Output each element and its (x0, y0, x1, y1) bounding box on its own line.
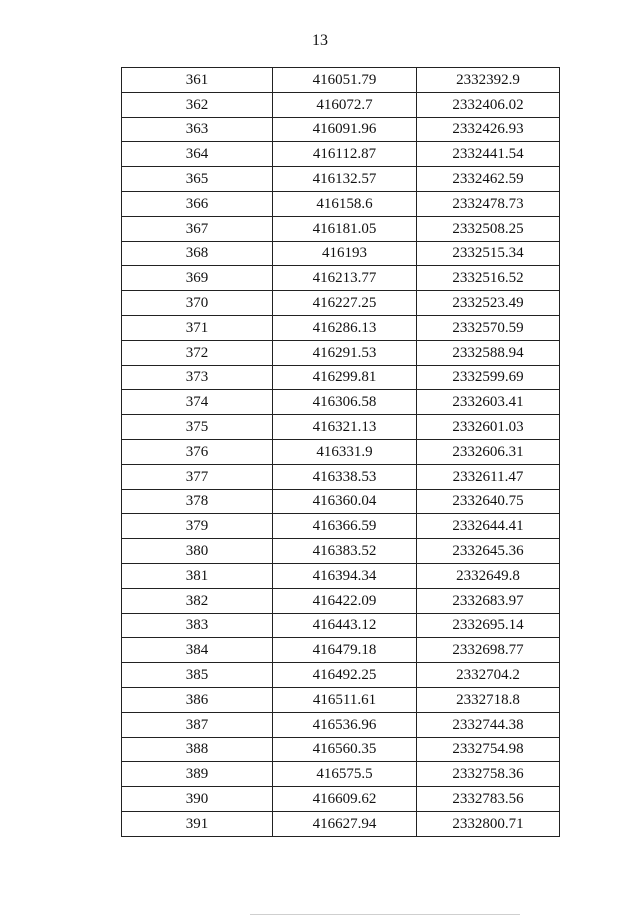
point-number-cell: 364 (122, 142, 273, 167)
point-number-cell: 381 (122, 563, 273, 588)
point-number-cell: 385 (122, 663, 273, 688)
x-coordinate-cell: 416560.35 (273, 737, 417, 762)
y-coordinate-cell: 2332718.8 (417, 687, 560, 712)
y-coordinate-cell: 2332392.9 (417, 68, 560, 93)
y-coordinate-cell: 2332426.93 (417, 117, 560, 142)
table-row (122, 266, 560, 291)
point-number-cell: 375 (122, 415, 273, 440)
y-coordinate-cell: 2332570.59 (417, 315, 560, 340)
y-coordinate-cell: 2332744.38 (417, 712, 560, 737)
point-number-cell: 379 (122, 514, 273, 539)
x-coordinate-cell: 416443.12 (273, 613, 417, 638)
y-coordinate-cell: 2332783.56 (417, 787, 560, 812)
table-row (122, 167, 560, 192)
y-coordinate-cell: 2332704.2 (417, 663, 560, 688)
table-row (122, 514, 560, 539)
x-coordinate-cell: 416338.53 (273, 464, 417, 489)
y-coordinate-cell: 2332508.25 (417, 216, 560, 241)
x-coordinate-cell: 416366.59 (273, 514, 417, 539)
point-number-cell: 362 (122, 92, 273, 117)
point-number-cell: 378 (122, 489, 273, 514)
point-number-cell: 373 (122, 365, 273, 390)
table-row (122, 638, 560, 663)
table-row (122, 117, 560, 142)
x-coordinate-cell: 416158.6 (273, 191, 417, 216)
table-row (122, 241, 560, 266)
table-row (122, 737, 560, 762)
x-coordinate-cell: 416321.13 (273, 415, 417, 440)
table-row (122, 613, 560, 638)
y-coordinate-cell: 2332588.94 (417, 340, 560, 365)
table-row (122, 216, 560, 241)
point-number-cell: 387 (122, 712, 273, 737)
x-coordinate-cell: 416286.13 (273, 315, 417, 340)
point-number-cell: 386 (122, 687, 273, 712)
x-coordinate-cell: 416181.05 (273, 216, 417, 241)
y-coordinate-cell: 2332603.41 (417, 390, 560, 415)
y-coordinate-cell: 2332695.14 (417, 613, 560, 638)
point-number-cell: 371 (122, 315, 273, 340)
x-coordinate-cell: 416193 (273, 241, 417, 266)
point-number-cell: 389 (122, 762, 273, 787)
table-row (122, 191, 560, 216)
y-coordinate-cell: 2332478.73 (417, 191, 560, 216)
x-coordinate-cell: 416422.09 (273, 588, 417, 613)
table-row (122, 315, 560, 340)
x-coordinate-cell: 416609.62 (273, 787, 417, 812)
point-number-cell: 388 (122, 737, 273, 762)
x-coordinate-cell: 416331.9 (273, 439, 417, 464)
table-row (122, 588, 560, 613)
y-coordinate-cell: 2332462.59 (417, 167, 560, 192)
table-row (122, 489, 560, 514)
coordinates-table-body (122, 68, 560, 837)
x-coordinate-cell: 416306.58 (273, 390, 417, 415)
point-number-cell: 384 (122, 638, 273, 663)
x-coordinate-cell: 416536.96 (273, 712, 417, 737)
table-row (122, 142, 560, 167)
table-row (122, 762, 560, 787)
y-coordinate-cell: 2332515.34 (417, 241, 560, 266)
table-row (122, 439, 560, 464)
x-coordinate-cell: 416383.52 (273, 539, 417, 564)
x-coordinate-cell: 416511.61 (273, 687, 417, 712)
point-number-cell: 363 (122, 117, 273, 142)
table-row (122, 687, 560, 712)
table-row (122, 68, 560, 93)
x-coordinate-cell: 416051.79 (273, 68, 417, 93)
x-coordinate-cell: 416394.34 (273, 563, 417, 588)
x-coordinate-cell: 416575.5 (273, 762, 417, 787)
x-coordinate-cell: 416492.25 (273, 663, 417, 688)
y-coordinate-cell: 2332599.69 (417, 365, 560, 390)
table-row (122, 464, 560, 489)
page-number: 13 (312, 32, 328, 49)
table-row (122, 787, 560, 812)
y-coordinate-cell: 2332523.49 (417, 291, 560, 316)
x-coordinate-cell: 416213.77 (273, 266, 417, 291)
table-row (122, 415, 560, 440)
table-row (122, 563, 560, 588)
y-coordinate-cell: 2332645.36 (417, 539, 560, 564)
y-coordinate-cell: 2332441.54 (417, 142, 560, 167)
point-number-cell: 382 (122, 588, 273, 613)
y-coordinate-cell: 2332406.02 (417, 92, 560, 117)
y-coordinate-cell: 2332754.98 (417, 737, 560, 762)
table-row (122, 712, 560, 737)
table-row (122, 539, 560, 564)
point-number-cell: 390 (122, 787, 273, 812)
table-row (122, 291, 560, 316)
y-coordinate-cell: 2332606.31 (417, 439, 560, 464)
x-coordinate-cell: 416072.7 (273, 92, 417, 117)
point-number-cell: 374 (122, 390, 273, 415)
coordinates-table-container (121, 67, 559, 837)
table-row (122, 390, 560, 415)
point-number-cell: 367 (122, 216, 273, 241)
table-row (122, 365, 560, 390)
x-coordinate-cell: 416112.87 (273, 142, 417, 167)
point-number-cell: 391 (122, 811, 273, 836)
x-coordinate-cell: 416091.96 (273, 117, 417, 142)
point-number-cell: 376 (122, 439, 273, 464)
y-coordinate-cell: 2332644.41 (417, 514, 560, 539)
scan-edge-line (250, 914, 520, 915)
point-number-cell: 377 (122, 464, 273, 489)
point-number-cell: 383 (122, 613, 273, 638)
y-coordinate-cell: 2332698.77 (417, 638, 560, 663)
table-row (122, 340, 560, 365)
x-coordinate-cell: 416227.25 (273, 291, 417, 316)
y-coordinate-cell: 2332758.36 (417, 762, 560, 787)
x-coordinate-cell: 416291.53 (273, 340, 417, 365)
point-number-cell: 369 (122, 266, 273, 291)
y-coordinate-cell: 2332640.75 (417, 489, 560, 514)
y-coordinate-cell: 2332611.47 (417, 464, 560, 489)
y-coordinate-cell: 2332683.97 (417, 588, 560, 613)
point-number-cell: 361 (122, 68, 273, 93)
coordinates-table (121, 67, 560, 837)
x-coordinate-cell: 416627.94 (273, 811, 417, 836)
y-coordinate-cell: 2332601.03 (417, 415, 560, 440)
point-number-cell: 366 (122, 191, 273, 216)
y-coordinate-cell: 2332516.52 (417, 266, 560, 291)
x-coordinate-cell: 416360.04 (273, 489, 417, 514)
y-coordinate-cell: 2332649.8 (417, 563, 560, 588)
y-coordinate-cell: 2332800.71 (417, 811, 560, 836)
x-coordinate-cell: 416299.81 (273, 365, 417, 390)
point-number-cell: 365 (122, 167, 273, 192)
table-row (122, 92, 560, 117)
point-number-cell: 370 (122, 291, 273, 316)
point-number-cell: 368 (122, 241, 273, 266)
point-number-cell: 372 (122, 340, 273, 365)
x-coordinate-cell: 416479.18 (273, 638, 417, 663)
table-row (122, 663, 560, 688)
x-coordinate-cell: 416132.57 (273, 167, 417, 192)
point-number-cell: 380 (122, 539, 273, 564)
table-row (122, 811, 560, 836)
